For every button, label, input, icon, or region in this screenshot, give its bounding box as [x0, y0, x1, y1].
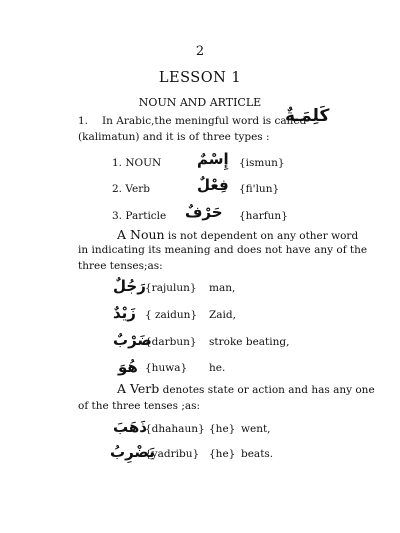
verb-example-pronoun: {he}	[209, 448, 236, 460]
noun-example-meaning: he.	[209, 362, 226, 374]
noun-example-meaning: man,	[209, 282, 236, 294]
noun-example-arabic: رَجُلٌ	[113, 277, 146, 295]
noun-example-translit: { zaidun}	[145, 309, 198, 321]
noun-example-meaning: Zaid,	[209, 309, 236, 321]
verb-line-1-rest: denotes state or action and has any one	[159, 384, 375, 396]
noun-example-translit: {huwa}	[145, 362, 188, 374]
type-arabic-particle: حَرْفٌ	[185, 203, 223, 221]
noun-example-meaning: stroke beating,	[209, 336, 290, 348]
verb-example-translit: {dhahaun}	[145, 423, 205, 435]
noun-paragraph-line-1	[117, 227, 358, 242]
noun-paragraph-line-2: in indicating its meaning and does not have any of the	[78, 244, 368, 256]
verb-example-translit: {yadribu}	[145, 448, 200, 460]
noun-line-1-rest: is not dependent on any other word	[164, 230, 359, 242]
verb-example-arabic: يَضْرِبُ	[110, 443, 155, 461]
noun-lead: A Noun	[117, 227, 165, 242]
noun-example-translit: {darbun}	[145, 336, 197, 348]
type-label-particle: 3. Particle	[112, 210, 167, 222]
verb-example-pronoun: {he}	[209, 423, 236, 435]
intro-number: 1.	[78, 115, 89, 127]
page-number: 2	[195, 44, 205, 59]
type-translit-verb: {fi'lun}	[239, 183, 280, 195]
verb-example-meaning: went,	[241, 423, 271, 435]
type-label-verb: 2. Verb	[112, 183, 150, 195]
intro-arabic-word: كَلِمَـةٌ	[285, 106, 330, 126]
section-heading: NOUN AND ARTICLE	[138, 96, 262, 109]
noun-paragraph-line-3: three tenses;as:	[78, 260, 163, 272]
verb-paragraph-line-1	[117, 381, 375, 396]
verb-example-arabic: ذَهَبَ	[113, 418, 147, 436]
type-arabic-verb: فِعْلٌ	[197, 176, 229, 194]
verb-paragraph-line-2: of the three tenses ;as:	[78, 400, 201, 412]
type-translit-noun: {ismun}	[239, 157, 285, 169]
type-arabic-noun: إِسْمٌ	[197, 150, 229, 168]
type-translit-particle: {harfun}	[239, 210, 288, 222]
noun-example-arabic: زَيْدٌ	[113, 304, 136, 322]
verb-example-meaning: beats.	[241, 448, 274, 460]
intro-line-2: (kalimatun) and it is of three types :	[78, 131, 270, 143]
noun-example-arabic: هُوَ	[118, 358, 138, 376]
type-label-noun: 1. NOUN	[112, 157, 162, 169]
noun-example-arabic: ضَرْبٌ	[113, 331, 152, 349]
verb-lead: A Verb	[117, 381, 160, 396]
lesson-title: LESSON 1	[158, 70, 242, 86]
intro-line-1: In Arabic,the meningful word is called	[102, 115, 307, 127]
noun-example-translit: {rajulun}	[145, 282, 197, 294]
